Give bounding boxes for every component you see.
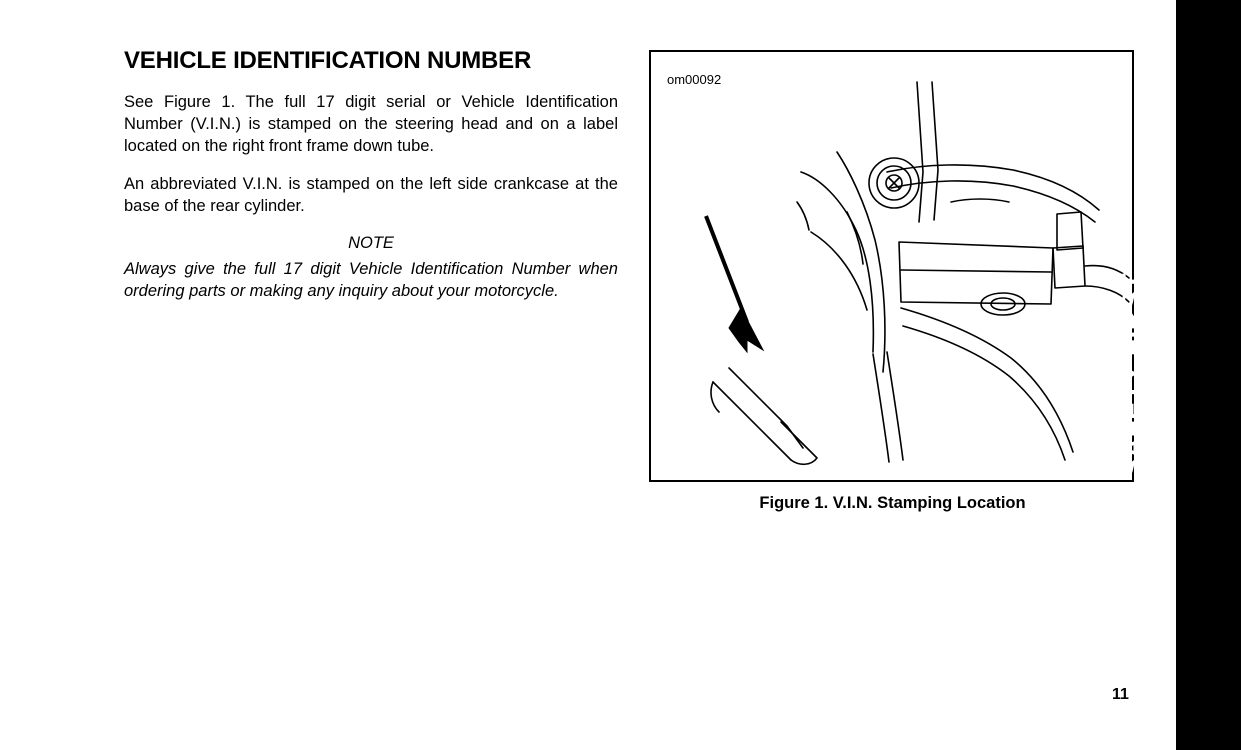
text-column (124, 48, 618, 303)
body-paragraph-1: See Figure 1. The full 17 digit serial or Vehicle Identification Number (V.I.N.) is stamped on the steering head and on a label located on the right front frame down tube. (124, 93, 618, 156)
body-paragraph-2: An abbreviated V.I.N. is stamped on the left side crankcase at the base of the rear cylinder. (124, 175, 618, 216)
section-tab-label: SAFETY FIRST (1116, 272, 1148, 478)
note-text: Always give the full 17 digit Vehicle Identification Number when ordering parts or making any inquiry about your motorcycle. (124, 260, 618, 301)
page-title: VEHICLE IDENTIFICATION NUMBER (124, 47, 532, 74)
page-number: 11 (1112, 686, 1129, 703)
figure-caption: Figure 1. V.I.N. Stamping Location (759, 494, 1026, 512)
figure-image-frame (649, 50, 1134, 482)
note-heading: NOTE (348, 234, 394, 253)
vin-location-illustration (651, 52, 1134, 482)
figure-code-label: om00092 (667, 72, 722, 87)
pointer-arrow (706, 216, 763, 352)
figure-block (649, 50, 1136, 513)
